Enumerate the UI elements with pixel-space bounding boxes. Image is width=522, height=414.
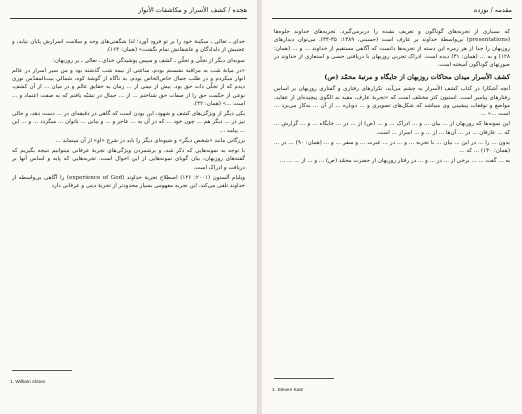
right-page <box>262 0 522 414</box>
left-paragraph-3: «در میانهٔ شب به مراقبه نشستم بودم، ساعتی از نیمه شب گذشته بود و من سیر اسرار در عالم انوار میکردم و در طلب جمال خاص‌الخاص بودم. به ناگاه از گوشهٔ کوه، شمالیِ بیت‌المقدّس نوری دیدم که از تجلّی ذات حق بود. بیش از نیمی از ... زمان به حقایق عالم و در میان ... از آن کشف، نوعی از حکمت حق را از صفات حق شناختم ... از ... جمال در تشبّه یافتم که به صفت اعتماد و ... است ...» (همان: ۴۲). <box>12 67 245 107</box>
left-page-header <box>10 6 247 14</box>
right-paragraph-5: به ... گفت ... ... برخی از ... در ... و ... در رفتار روزبهان از حضرت محمّد (ص) ... و ... از ... ... ... <box>279 158 510 165</box>
right-paragraph-2: آنچه آشکارا در کتاب کشف الأسرار به چشم می‌آید، تکرارهای رفتاری و گفتاری روزبهان بر اساس رفتارهای پیامبر است. استیون کتز مختلف است که «تجربهٔ عارف، مقید به الگوی پیچیده‌ای از عقاید، مواضع و توقعات پیشینی وی میباشد که شکل‌های تصویری و ... دوباره ... از آن ... به‌کار می‌برد ... است ...» ... <box>274 86 510 117</box>
right-paragraph-1: که بسیاری از تجربه‌های گوناگون و تعریف نشده را دربرمی‌گیرد. تجربه‌های خداوند جلوه‌ها (presentations) بی‌واسطهٔ خداوند بر عارف است (حسینی، ۱۳۸۹: ۳۵-۳۴). می‌توان دیدارهای روزبهان را جدا از هر زمره این دسته از تجربه‌ها دانست که آگاهی مستقیم از خداوند ... و ... (همان: ۱۲۸) و به ... (همان: ۳۱) دیده است. ادراک تجربی روزبهان با دریافتی حسی و استعاری از خداوند در صورتهای گوناگون آمیخته است. <box>274 29 511 68</box>
right-footnote-rule <box>274 378 334 379</box>
left-footnote-rule <box>12 370 72 371</box>
left-body-text <box>12 38 245 192</box>
left-paragraph-4: یکی دیگر از ویژگی‌های کشف و شهود، این بودن است که گاهی در دقیقه‌ای در ... دست دهد، و حالی نیز در ... دیگر هم ... چون خود ... که در آن به ... عاجز و ... و بیانی ... ناتوان ... میگردد ... و ... این ... پیامد ... <box>12 111 245 134</box>
left-page <box>0 0 258 414</box>
left-footnote: 1. William Alston <box>10 380 46 385</box>
left-running-head: هجده / کشف الأسرار و مکاشفات الأنوار <box>138 6 247 14</box>
right-paragraph-3: این نمونه‌ها که روزبهان از ... بیان ... و ... ادراک ... و ... (ص) از ... در ... جایگاه ... و ... گزارش ... که ... عارفان ... در ... آن‌ها ... از ... و ... اسرار ... است. <box>274 121 510 136</box>
right-running-head: مقدمه / نوزده <box>473 6 512 14</box>
section-heading: کشف الأسرار میدان محاکات روزبهان از جایگاه و مرتبهٔ محمّد (ص) <box>324 73 510 82</box>
right-body-text <box>274 28 510 168</box>
left-paragraph-5: بزرگانی مانند «شخص دیگر» و شیوه‌ای دیگر را باید در شرح «او» از آن مینماید ... <box>55 137 245 144</box>
right-page-header <box>272 6 512 14</box>
right-header-rule <box>272 18 512 19</box>
left-paragraph-7: ویلیام آلستون (۲۰۰۱: ۱۴۶) اصطلاح تجربهٔ خداوند (experience of God) را آگاهی بی‌واسطه از خداوند تلقی می‌کند. این تجربه مفهومی بسیار محدودتر از تجربهٔ دینی و عرفانی دارد <box>12 174 246 189</box>
left-paragraph-6: با توجه به نمونه‌هایی که ذکر شد، و برشمردن ویژگی‌های تجربهٔ عرفانی میتوانیم نتیجه بگیریم که گفته‌های روزبهان، بیان گویای نمونه‌هایی از این احوال است. تجربه‌هایی که پایه و اساس آنها بر دریافت و ادراک است. <box>12 148 245 171</box>
left-paragraph-2: سونه‌ای دیگر از تجلّی و تجلّیِ ـ کشف و سپس پوشیدگیِ خدای ـ تعالی ـ بر روزبهان: <box>53 57 245 64</box>
right-paragraph-4: بدون ... را ... در این ... بیان ... با تجربه ... و ... در ... عبرت ... و سفر ... و ... (همان: ۹۰) ... در ... (همان: ۱۳۰) ... که ... <box>274 139 510 154</box>
left-paragraph-1: خدای ـ تعالی ـ سکینهٔ خود را بر تو فرود آورد؛ لذا شگفتی‌های وجد و سلامت اسرارش پایان نیابد، و عجیبش از دلدادگان و عاشقانش تمام نگشت» (همان: ۱۶۴). <box>12 39 245 54</box>
left-header-rule <box>10 18 247 19</box>
right-footnote: 1. Steven Katz <box>272 388 304 393</box>
